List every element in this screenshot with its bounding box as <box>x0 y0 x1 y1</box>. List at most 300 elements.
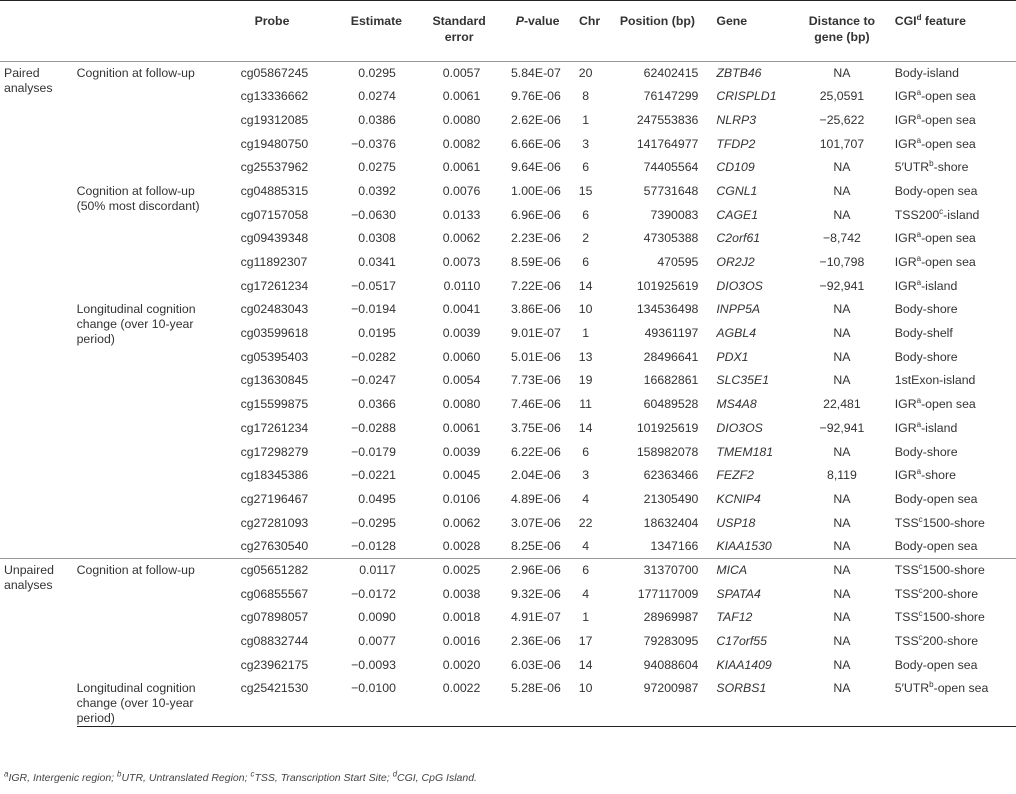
header-distance-line1: Distance to <box>808 14 876 28</box>
header-standard-error <box>418 1 500 62</box>
cgi-feature-text: Body-shore <box>894 444 958 459</box>
position-cell: 7390083 <box>650 207 699 222</box>
header-cgi-post: feature <box>921 14 966 28</box>
standard-error-cell: 0.0061 <box>442 420 481 435</box>
distance-cell: 22,481 <box>823 397 861 412</box>
gene-cell: KCNIP4 <box>716 491 761 506</box>
cgi-feature-cell <box>887 109 1016 133</box>
header-pvalue <box>500 1 575 62</box>
footnote-marker: a <box>4 769 9 779</box>
table-row <box>0 559 1016 583</box>
probe-cell: cg06855567 <box>240 586 309 601</box>
probe-cell: cg07898057 <box>240 610 309 625</box>
cgi-feature-cell <box>887 156 1016 180</box>
cgi-feature-text: TSS <box>894 515 919 530</box>
cgi-feature-sup: a <box>916 277 922 287</box>
estimate-cell: −0.0288 <box>351 420 396 435</box>
chr-cell: 10 <box>578 302 593 317</box>
cgi-feature-suffix: -open sea <box>921 231 976 246</box>
header-probe: Probe <box>241 1 335 62</box>
standard-error-cell: 0.0028 <box>442 539 481 554</box>
outcome-cell <box>77 677 241 727</box>
estimate-cell: 0.0392 <box>358 183 396 198</box>
cgi-feature-cell <box>887 512 1016 536</box>
distance-cell: NA <box>833 160 851 175</box>
outcome-label: Longitudinal cognition <box>76 681 196 696</box>
cgi-feature-cell <box>887 393 1016 417</box>
analysis-type-label: Unpaired <box>4 563 54 578</box>
cgi-feature-suffix: -open sea <box>921 397 976 412</box>
probe-cell: cg05395403 <box>240 349 309 364</box>
pvalue-cell: 7.46E-06 <box>510 397 561 412</box>
position-cell: 60489528 <box>643 397 699 412</box>
standard-error-cell: 0.0020 <box>442 657 481 672</box>
standard-error-cell: 0.0045 <box>442 468 481 483</box>
cgi-feature-text: TSS <box>894 586 919 601</box>
estimate-cell: −0.0247 <box>351 373 396 388</box>
cgi-feature-text: IGR <box>894 255 917 269</box>
cgi-feature-text: Body-open sea <box>894 491 978 506</box>
cgi-feature-text: 1stExon-island <box>894 373 976 388</box>
position-cell: 57731648 <box>643 183 699 198</box>
position-cell: 101925619 <box>636 420 699 435</box>
outcome-label: Cognition at follow-up <box>76 66 195 80</box>
standard-error-cell: 0.0073 <box>442 255 481 269</box>
probe-cell: cg23962175 <box>240 657 309 672</box>
cgi-feature-cell <box>887 180 1016 204</box>
estimate-cell: 0.0090 <box>358 610 396 625</box>
distance-cell: NA <box>833 66 851 80</box>
standard-error-cell: 0.0054 <box>442 373 481 388</box>
standard-error-cell: 0.0080 <box>442 397 481 412</box>
pvalue-cell: 2.23E-06 <box>510 231 561 246</box>
probe-cell: cg15599875 <box>240 397 309 412</box>
cgi-feature-cell <box>887 417 1016 441</box>
standard-error-cell: 0.0080 <box>442 112 481 127</box>
cgi-feature-cell <box>887 251 1016 275</box>
distance-cell: NA <box>833 491 851 506</box>
pvalue-cell: 6.96E-06 <box>510 207 561 222</box>
gene-cell: NLRP3 <box>716 112 757 127</box>
distance-cell: NA <box>833 302 851 317</box>
probe-cell: cg25421530 <box>241 677 335 727</box>
chr-cell: 13 <box>578 349 593 364</box>
distance-cell: NA <box>797 559 887 583</box>
estimate-cell: −0.0194 <box>351 302 396 317</box>
position-cell: 141764977 <box>636 136 699 151</box>
pvalue-cell: 9.32E-06 <box>510 586 561 601</box>
position-cell: 97200987 <box>604 677 710 727</box>
cgi-feature-suffix: -island <box>943 207 980 222</box>
cgi-feature-sup: c <box>939 206 944 216</box>
position-cell: 49361197 <box>644 326 699 341</box>
pvalue-cell: 8.25E-06 <box>510 539 561 554</box>
position-cell: 31370700 <box>604 559 710 583</box>
position-cell: 79283095 <box>643 634 699 648</box>
gene-cell: TMEM181 <box>716 444 774 459</box>
standard-error-cell: 0.0025 <box>418 559 500 583</box>
estimate-cell: 0.0275 <box>358 160 396 175</box>
pvalue-cell: 7.22E-06 <box>510 278 561 293</box>
probe-cell: cg27630540 <box>240 539 309 554</box>
gene-cell: INPP5A <box>716 302 761 317</box>
pvalue-cell: 4.89E-06 <box>510 491 561 506</box>
cgi-feature-sup: c <box>918 585 923 595</box>
cgi-feature-cell <box>887 535 1016 559</box>
gene-cell: C17orf55 <box>716 634 767 648</box>
cgi-feature-cell <box>887 133 1016 157</box>
position-cell: 62402415 <box>643 66 699 80</box>
distance-cell: NA <box>833 610 851 625</box>
chr-cell: 11 <box>579 397 593 412</box>
estimate-cell: −0.0100 <box>335 677 418 727</box>
standard-error-cell: 0.0076 <box>442 183 481 198</box>
header-gene: Gene <box>710 1 797 62</box>
pvalue-cell: 2.96E-06 <box>500 559 575 583</box>
footnote-text: UTR, Untranslated Region; <box>121 772 251 784</box>
chr-cell: 20 <box>578 66 593 80</box>
probe-cell: cg02483043 <box>240 302 309 317</box>
chr-cell: 3 <box>582 136 590 151</box>
cgi-feature-sup: a <box>916 230 922 240</box>
position-cell: 158982078 <box>636 444 699 459</box>
cgi-feature-cell <box>887 559 1016 583</box>
position-cell: 470595 <box>657 255 699 269</box>
cgi-feature-sup: c <box>918 562 923 572</box>
standard-error-cell: 0.0060 <box>442 349 481 364</box>
position-cell: 21305490 <box>643 491 699 506</box>
cgi-feature-cell <box>887 369 1016 393</box>
pvalue-cell: 5.01E-06 <box>510 349 561 364</box>
cgi-feature-text: Body-shore <box>894 349 958 364</box>
chr-cell: 6 <box>582 444 590 459</box>
cgi-feature-sup: a <box>916 88 922 98</box>
outcome-label: change (over 10-year <box>76 696 194 711</box>
cgi-feature-text: 5′UTR <box>894 160 930 175</box>
chr-cell: 6 <box>575 559 605 583</box>
distance-cell: NA <box>833 349 851 364</box>
pvalue-cell: 9.76E-06 <box>510 89 561 104</box>
position-cell: 177117009 <box>637 586 699 601</box>
probe-cell: cg25537962 <box>240 160 309 175</box>
position-cell: 1347166 <box>650 539 699 554</box>
chr-cell: 8 <box>582 89 590 104</box>
pvalue-cell: 5.84E-07 <box>510 66 561 80</box>
cgi-feature-sup: a <box>916 419 922 429</box>
cgi-feature-suffix: -open sea <box>921 89 976 104</box>
header-distance <box>797 1 887 62</box>
pvalue-cell: 4.91E-07 <box>510 610 561 625</box>
position-cell: 28496641 <box>643 349 699 364</box>
cgi-feature-text: Body-open sea <box>894 539 978 554</box>
gene-cell: ZBTB46 <box>716 66 762 80</box>
cgi-feature-sup: a <box>916 396 922 406</box>
cgi-feature-sup: b <box>929 159 934 169</box>
distance-cell: −92,941 <box>819 278 865 293</box>
position-cell: 247553836 <box>636 112 699 127</box>
cgi-feature-sup: b <box>929 680 934 690</box>
header-cgi-pre: CGI <box>894 14 917 28</box>
estimate-cell: −0.0630 <box>351 207 396 222</box>
chr-cell: 6 <box>582 207 590 222</box>
estimate-cell: 0.0295 <box>358 66 396 80</box>
gene-cell: CRISPLD1 <box>716 89 777 104</box>
estimate-cell: −0.0517 <box>351 278 396 293</box>
probe-cell: cg09439348 <box>240 231 309 246</box>
standard-error-cell: 0.0062 <box>442 231 481 246</box>
analysis-type-label: analyses <box>4 81 53 95</box>
position-cell: 18632404 <box>643 515 699 530</box>
gene-cell: CAGE1 <box>716 207 759 222</box>
standard-error-cell: 0.0022 <box>418 677 500 727</box>
cgi-feature-suffix: 1500-shore <box>922 563 985 578</box>
cgi-feature-text: Body-shelf <box>894 326 953 341</box>
standard-error-cell: 0.0039 <box>442 326 481 341</box>
pvalue-cell: 3.86E-06 <box>510 302 561 317</box>
cgi-feature-sup: a <box>916 111 922 121</box>
table-row <box>0 677 1016 727</box>
probe-cell: cg04885315 <box>240 183 309 198</box>
standard-error-cell: 0.0016 <box>442 634 481 648</box>
gene-cell: SLC35E1 <box>716 373 770 388</box>
cgi-feature-suffix: 200-shore <box>922 586 979 601</box>
distance-cell: −92,941 <box>819 420 865 435</box>
outcome-label: Longitudinal cognition <box>76 302 196 317</box>
cgi-feature-text: Body-open sea <box>894 183 978 198</box>
header-outcome <box>77 1 241 62</box>
estimate-cell: 0.0077 <box>358 634 396 648</box>
chr-cell: 19 <box>578 373 593 388</box>
cgi-feature-text: IGR <box>894 231 917 246</box>
footnote-marker: b <box>117 769 122 779</box>
position-cell: 94088604 <box>643 657 699 672</box>
cgi-feature-sup: a <box>916 135 922 145</box>
position-cell: 16682861 <box>643 373 699 388</box>
analysis-type-cell <box>0 62 77 559</box>
cgi-feature-suffix: -open sea <box>921 255 976 269</box>
estimate-cell: 0.0117 <box>335 559 418 583</box>
cgi-feature-suffix: -open sea <box>921 136 976 151</box>
probe-cell: cg13630845 <box>240 373 309 388</box>
header-pvalue-p: P <box>515 14 524 28</box>
cgi-feature-text: IGR <box>894 112 917 127</box>
header-se-line1: Standard <box>432 14 486 28</box>
estimate-cell: −0.0282 <box>351 349 396 364</box>
table-footnote <box>4 769 477 784</box>
distance-cell: 25,0591 <box>819 89 865 104</box>
footnote-text: IGR, Intergenic region; <box>8 772 118 784</box>
estimate-cell: 0.0495 <box>358 491 396 506</box>
outcome-cell <box>77 62 241 180</box>
footnote-marker: c <box>250 769 255 779</box>
gene-cell: MS4A8 <box>716 397 757 412</box>
cgi-feature-cell <box>887 654 1016 678</box>
position-cell: 47305388 <box>643 231 699 246</box>
cgi-feature-text: Body-open sea <box>894 657 978 672</box>
estimate-cell: −0.0295 <box>351 515 396 530</box>
outcome-cell <box>77 298 241 559</box>
gene-cell: CD109 <box>716 160 755 175</box>
cgi-feature-text: 5′UTR <box>894 681 930 696</box>
gene-cell: SORBS1 <box>710 677 797 727</box>
header-analysis <box>0 1 77 62</box>
pvalue-cell: 1.00E-06 <box>510 183 561 198</box>
standard-error-cell: 0.0038 <box>442 586 481 601</box>
estimate-cell: 0.0341 <box>358 255 396 269</box>
cgi-feature-sup: a <box>916 253 922 263</box>
cgi-feature-suffix: -shore <box>921 468 956 483</box>
standard-error-cell: 0.0061 <box>442 160 481 175</box>
pvalue-cell: 9.64E-06 <box>510 160 561 175</box>
standard-error-cell: 0.0057 <box>442 66 481 80</box>
table-body <box>0 62 1016 727</box>
cgi-feature-text: TSS <box>894 634 919 648</box>
header-distance-line2: gene (bp) <box>814 30 870 44</box>
cgi-feature-text: Body-island <box>894 66 959 80</box>
gene-cell: OR2J2 <box>716 255 755 269</box>
pvalue-cell: 2.62E-06 <box>510 112 561 127</box>
gene-cell: FEZF2 <box>716 468 754 483</box>
probe-cell: cg08832744 <box>240 634 309 648</box>
chr-cell: 15 <box>578 183 593 198</box>
position-cell: 74405564 <box>643 160 699 175</box>
chr-cell: 1 <box>582 112 590 127</box>
chr-cell: 6 <box>582 160 590 175</box>
pvalue-cell: 6.03E-06 <box>510 657 561 672</box>
header-estimate: Estimate <box>335 1 418 62</box>
estimate-cell: 0.0308 <box>358 231 396 246</box>
cgi-feature-text: TSS200 <box>894 207 940 222</box>
position-cell: 28969987 <box>643 610 699 625</box>
gene-cell: TAF12 <box>716 610 753 625</box>
cgi-feature-sup: c <box>918 514 923 524</box>
probe-cell: cg17261234 <box>240 420 309 435</box>
probe-cell: cg13336662 <box>240 89 309 104</box>
standard-error-cell: 0.0133 <box>442 207 481 222</box>
probe-cell: cg17298279 <box>240 444 309 459</box>
cgi-feature-text: TSS <box>894 563 919 578</box>
cgi-feature-suffix: -island <box>921 420 958 435</box>
cgi-feature-sup: a <box>916 467 922 477</box>
chr-cell: 14 <box>578 657 593 672</box>
probe-cell: cg03599618 <box>240 326 309 341</box>
header-position: Position (bp) <box>604 1 710 62</box>
estimate-cell: −0.0376 <box>351 136 396 151</box>
cgi-feature-cell <box>887 488 1016 512</box>
chr-cell: 1 <box>582 610 590 625</box>
cgi-feature-text: IGR <box>894 89 917 104</box>
estimate-cell: 0.0195 <box>358 326 396 341</box>
chr-cell: 10 <box>575 677 605 727</box>
chr-cell: 3 <box>582 468 590 483</box>
estimate-cell: −0.0221 <box>351 468 396 483</box>
distance-cell: NA <box>833 657 851 672</box>
gene-cell: KIAA1409 <box>716 657 772 672</box>
cgi-feature-text: IGR <box>894 420 917 435</box>
pvalue-cell: 6.66E-06 <box>510 136 561 151</box>
distance-cell: 101,707 <box>819 136 865 151</box>
standard-error-cell: 0.0106 <box>442 491 481 506</box>
gene-cell: SPATA4 <box>716 586 761 601</box>
footnote-text: TSS, Transcription Start Site; <box>254 772 393 784</box>
pvalue-cell: 3.75E-06 <box>510 420 561 435</box>
probe-cell: cg27281093 <box>240 515 309 530</box>
table-header <box>0 1 1016 62</box>
pvalue-cell: 2.04E-06 <box>510 468 561 483</box>
gene-cell: C2orf61 <box>716 231 761 246</box>
pvalue-cell: 6.22E-06 <box>510 444 561 459</box>
gene-cell: DIO3OS <box>716 420 763 435</box>
table-row <box>0 62 1016 86</box>
probe-cell: cg27196467 <box>240 491 309 506</box>
distance-cell: NA <box>833 373 851 388</box>
outcome-label: period) <box>76 332 115 347</box>
header-pvalue-rest: -value <box>523 14 560 28</box>
cgi-feature-cell <box>887 583 1016 607</box>
position-cell: 101925619 <box>636 278 699 293</box>
chr-cell: 14 <box>578 278 593 293</box>
estimate-cell: 0.0274 <box>358 89 396 104</box>
gene-cell: AGBL4 <box>716 326 757 341</box>
distance-cell: NA <box>833 183 851 198</box>
header-se-line2: error <box>444 30 474 44</box>
cgi-feature-text: IGR <box>894 397 917 412</box>
standard-error-cell: 0.0041 <box>442 302 481 317</box>
table-row <box>0 180 1016 204</box>
cgi-feature-cell <box>887 346 1016 370</box>
estimate-cell: −0.0093 <box>351 657 396 672</box>
distance-cell: −25,622 <box>819 112 865 127</box>
probe-cell: cg07157058 <box>240 207 309 222</box>
pvalue-cell: 5.28E-06 <box>500 677 575 727</box>
gene-cell: PDX1 <box>716 349 749 364</box>
probe-cell: cg05867245 <box>240 66 309 80</box>
outcome-label: (50% most discordant) <box>76 198 200 213</box>
outcome-label: Cognition at follow-up <box>76 563 195 578</box>
distance-cell: NA <box>833 634 851 648</box>
header-chr: Chr <box>575 1 605 62</box>
cgi-feature-cell <box>887 441 1016 465</box>
standard-error-cell: 0.0110 <box>443 278 481 293</box>
outcome-cell <box>77 180 241 298</box>
cgi-feature-cell <box>887 62 1016 86</box>
cgi-feature-suffix: 1500-shore <box>922 610 985 625</box>
cgi-feature-cell <box>887 630 1016 654</box>
distance-cell: NA <box>833 207 851 222</box>
analysis-type-cell <box>0 559 77 727</box>
gene-cell: MICA <box>710 559 797 583</box>
probe-cell: cg19312085 <box>240 112 309 127</box>
chr-cell: 4 <box>582 491 590 506</box>
position-cell: 62363466 <box>643 468 699 483</box>
chr-cell: 4 <box>582 586 590 601</box>
estimate-cell: −0.0172 <box>351 586 396 601</box>
cgi-feature-suffix: 1500-shore <box>922 515 985 530</box>
cgi-feature-sup: c <box>918 609 923 619</box>
distance-cell: 8,119 <box>826 468 857 483</box>
outcome-label: period) <box>76 711 115 726</box>
cgi-feature-text: IGR <box>894 468 917 483</box>
chr-cell: 4 <box>582 539 590 554</box>
footnote-marker: d <box>392 769 398 779</box>
probe-cell: cg18345386 <box>240 468 309 483</box>
cgi-feature-sup: c <box>918 632 923 642</box>
distance-cell: NA <box>833 515 851 530</box>
pvalue-cell: 2.36E-06 <box>510 634 561 648</box>
pvalue-cell: 7.73E-06 <box>510 373 561 388</box>
position-cell: 134536498 <box>636 302 699 317</box>
cgi-feature-suffix: 200-shore <box>922 634 979 648</box>
